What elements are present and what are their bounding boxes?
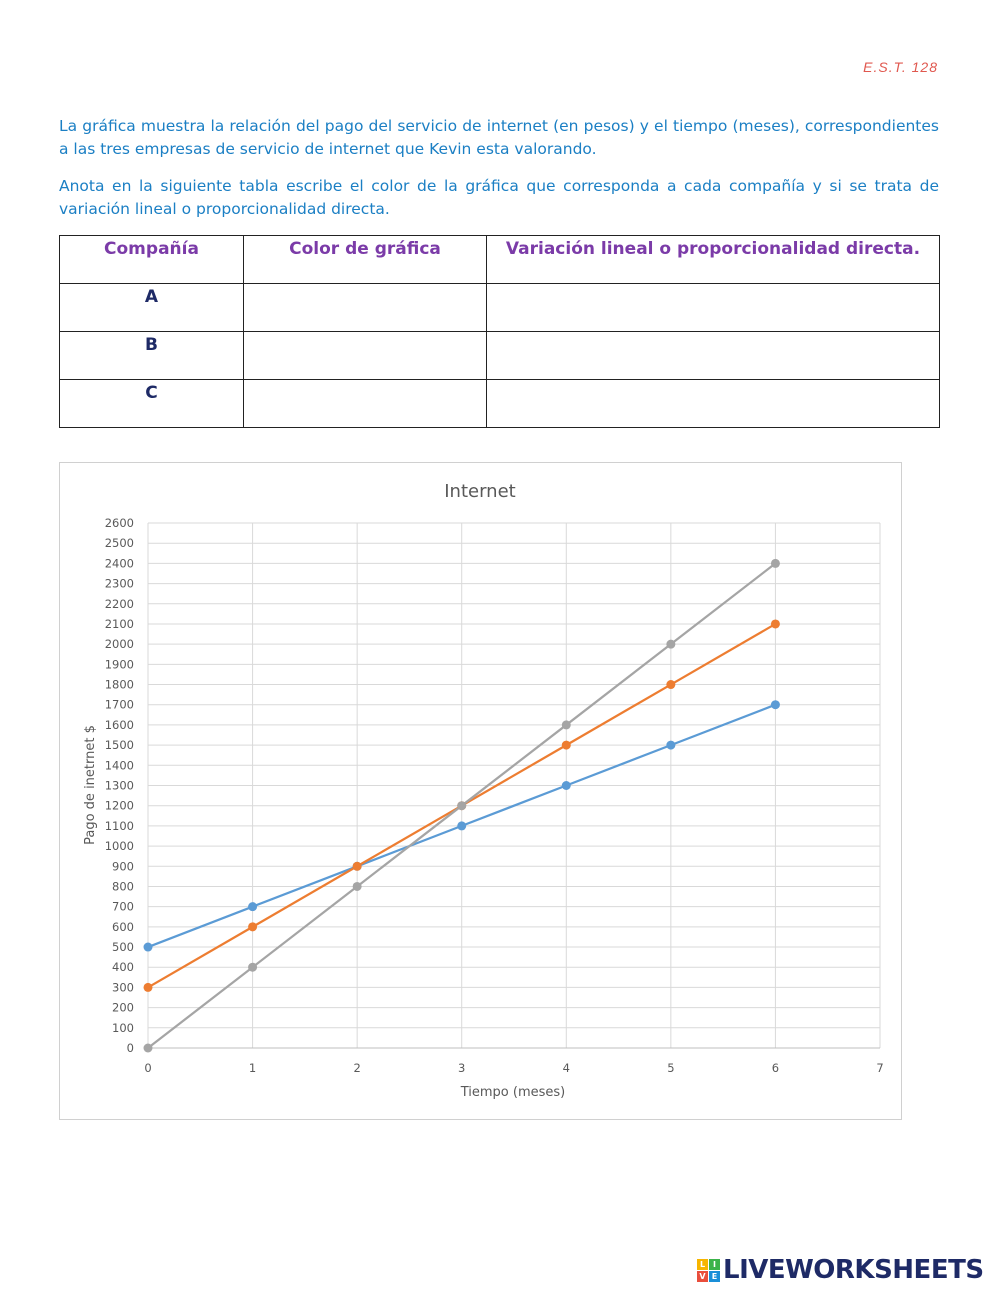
table-row — [60, 284, 940, 332]
header-variation: Variación lineal o proporcionalidad directa. — [487, 236, 940, 284]
header-company: Compañía — [60, 236, 244, 284]
data-point-gray — [562, 720, 571, 729]
y-tick-label: 200 — [112, 1000, 134, 1015]
y-tick-label: 500 — [112, 940, 134, 955]
company-cell: C — [60, 380, 244, 428]
table-row — [60, 380, 940, 428]
logo-blocks-icon — [697, 1259, 720, 1282]
color-answer-cell[interactable] — [244, 380, 487, 428]
data-point-orange — [248, 922, 257, 931]
y-tick-label: 2200 — [104, 596, 134, 611]
data-point-orange — [562, 741, 571, 750]
x-tick-label: 5 — [667, 1061, 675, 1075]
school-tag: E.S.T. 128 — [863, 59, 938, 75]
data-point-gray — [771, 559, 780, 568]
type-answer-cell[interactable] — [487, 332, 940, 380]
y-tick-label: 800 — [112, 879, 134, 894]
company-cell: B — [60, 332, 244, 380]
liveworksheets-logo — [697, 1254, 997, 1286]
y-tick-label: 100 — [112, 1020, 134, 1035]
y-tick-label: 1500 — [104, 738, 134, 753]
y-tick-label: 1400 — [104, 758, 134, 773]
y-tick-label: 1700 — [104, 697, 134, 712]
chart-title: Internet — [444, 481, 516, 502]
y-tick-label: 1200 — [104, 798, 134, 813]
data-point-blue — [562, 781, 571, 790]
x-axis-label: Tiempo (meses) — [460, 1085, 566, 1100]
data-point-orange — [353, 862, 362, 871]
data-point-blue — [771, 700, 780, 709]
data-point-gray — [353, 882, 362, 891]
table-row — [60, 332, 940, 380]
x-tick-label: 1 — [248, 1061, 257, 1075]
data-point-blue — [144, 943, 153, 952]
y-tick-label: 600 — [112, 919, 134, 934]
data-point-gray — [457, 801, 466, 810]
y-tick-label: 0 — [126, 1041, 134, 1055]
data-point-orange — [144, 983, 153, 992]
header-color: Color de gráfica — [244, 236, 487, 284]
chart-container — [59, 462, 902, 1120]
y-tick-label: 2300 — [104, 576, 134, 591]
instruction-paragraph-2: Anota en la siguiente tabla escribe el color de la gráfica que corresponda a cada compañía y si se trata de variación lineal o proporcionalidad directa. — [59, 177, 939, 218]
y-tick-label: 1800 — [104, 677, 134, 692]
type-answer-cell[interactable] — [487, 284, 940, 332]
y-tick-label: 700 — [112, 899, 134, 914]
x-tick-label: 7 — [876, 1061, 884, 1075]
x-tick-label: 2 — [353, 1061, 361, 1075]
data-point-blue — [457, 821, 466, 830]
data-point-orange — [666, 680, 675, 689]
y-tick-label: 900 — [112, 859, 134, 874]
y-tick-label: 1600 — [104, 717, 134, 732]
logo-letter: L — [697, 1259, 708, 1270]
table-header-row — [60, 236, 940, 284]
y-tick-label: 2400 — [104, 556, 134, 571]
logo-letter: I — [709, 1259, 720, 1270]
answer-table — [59, 235, 940, 428]
x-tick-label: 3 — [458, 1061, 466, 1075]
y-tick-label: 1900 — [104, 657, 134, 672]
y-tick-label: 1300 — [104, 778, 134, 793]
y-tick-label: 1100 — [104, 818, 134, 833]
y-tick-label: 1000 — [104, 839, 134, 854]
y-tick-label: 2100 — [104, 616, 134, 631]
data-point-gray — [666, 640, 675, 649]
logo-letter: V — [697, 1271, 708, 1282]
data-point-blue — [248, 902, 257, 911]
x-tick-label: 6 — [771, 1061, 780, 1075]
logo-text: LIVEWORKSHEETS — [723, 1255, 984, 1285]
data-point-gray — [248, 963, 257, 972]
instruction-paragraph-1: La gráfica muestra la relación del pago del servicio de internet (en pesos) y el tiempo (meses), correspondientes a las tres empresas de servicio de internet que Kevin esta valorando. — [59, 117, 939, 158]
y-tick-label: 400 — [112, 960, 134, 975]
company-cell: A — [60, 284, 244, 332]
line-chart — [60, 463, 901, 1119]
y-tick-label: 2000 — [104, 637, 134, 652]
color-answer-cell[interactable] — [244, 284, 487, 332]
type-answer-cell[interactable] — [487, 380, 940, 428]
y-tick-label: 2600 — [104, 516, 134, 530]
x-tick-label: 4 — [562, 1061, 570, 1075]
logo-letter: E — [709, 1271, 720, 1282]
y-tick-label: 2500 — [104, 536, 134, 551]
data-point-blue — [666, 741, 675, 750]
x-tick-label: 0 — [144, 1061, 152, 1075]
y-tick-label: 300 — [112, 980, 134, 995]
data-point-gray — [144, 1044, 153, 1053]
data-point-orange — [771, 619, 780, 628]
color-answer-cell[interactable] — [244, 332, 487, 380]
y-axis-label: Pago de inetrnet $ — [83, 725, 98, 845]
